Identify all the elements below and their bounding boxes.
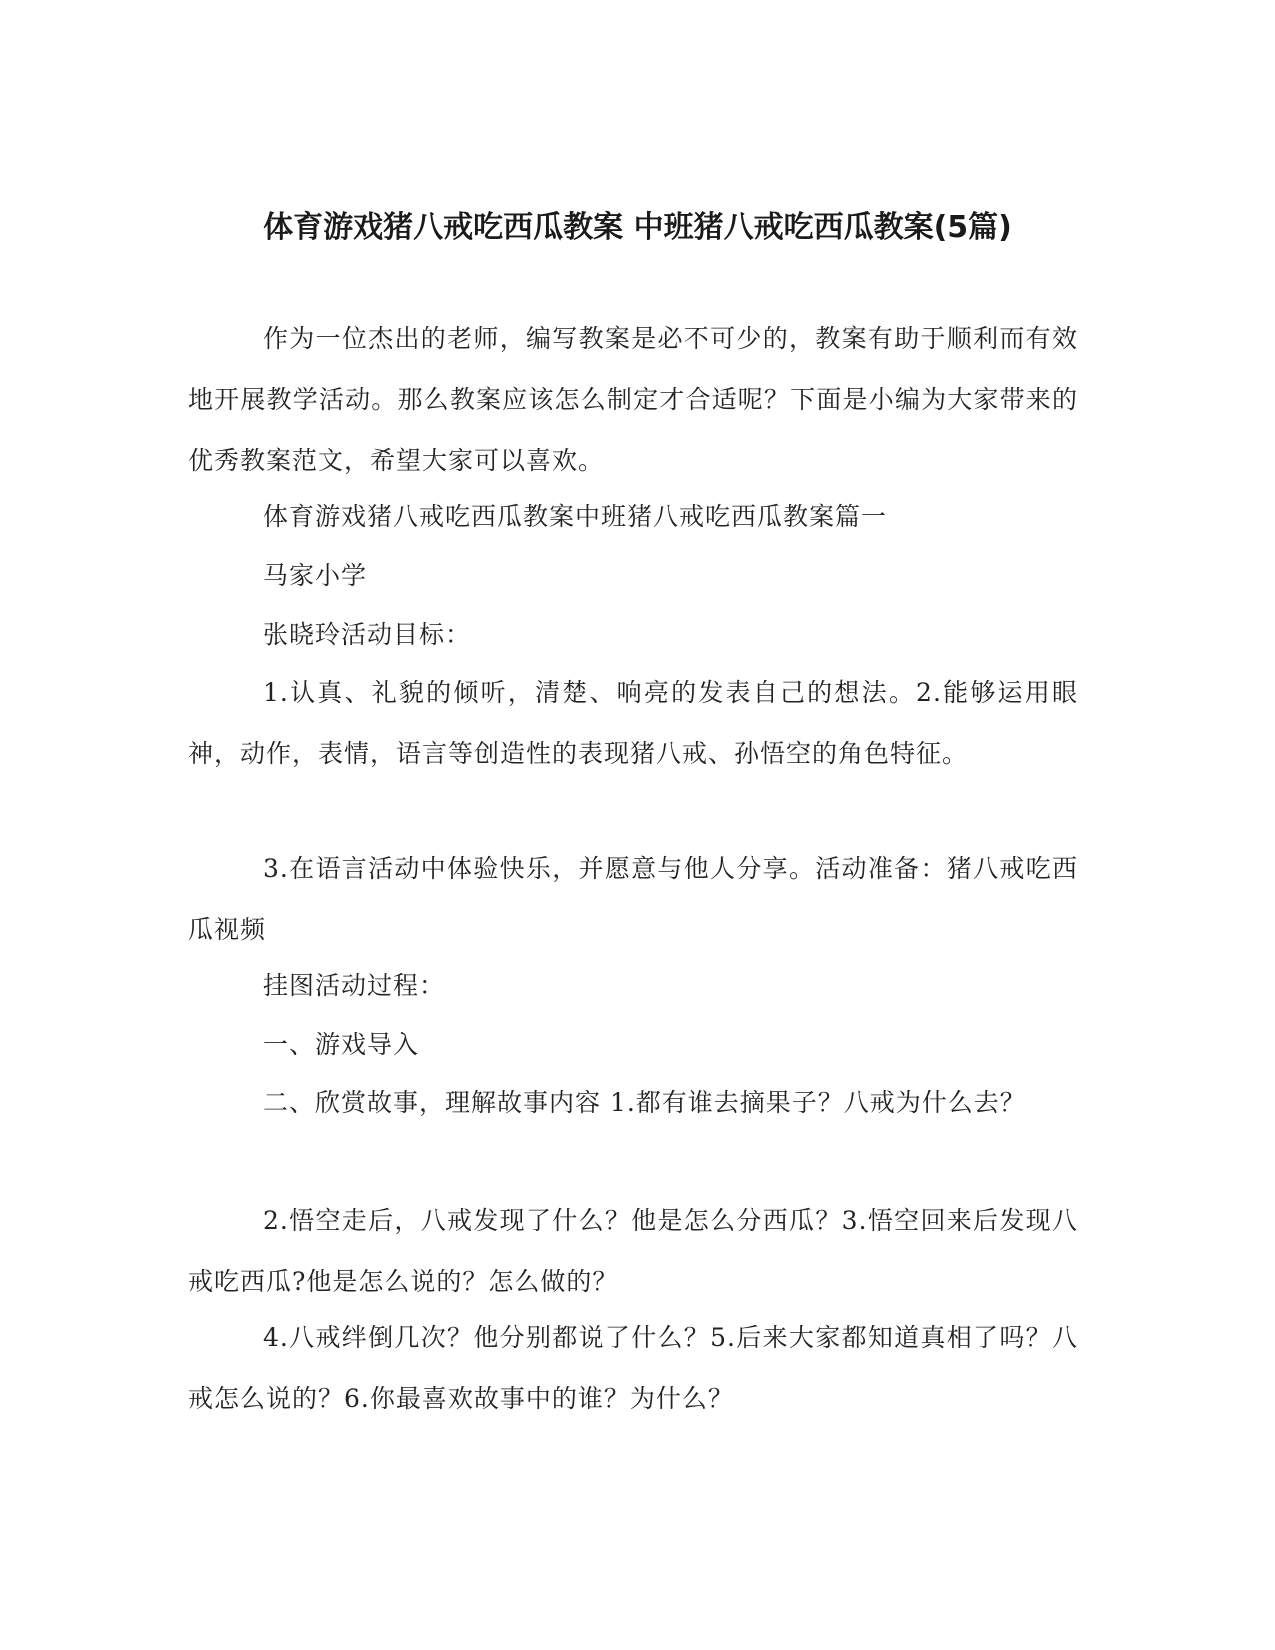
author-and-goals-label: 张晓玲活动目标：: [263, 620, 472, 649]
section-heading: 体育游戏猪八戒吃西瓜教案中班猪八戒吃西瓜教案篇一: [263, 502, 888, 531]
goal-paragraph-1-2: 1.认真、礼貌的倾听，清楚、响亮的发表自己的想法。2.能够运用眼神，动作，表情，语言等创造性的表现猪八戒、孙悟空的角色特征。: [188, 678, 1078, 768]
step-two: 二、欣赏故事，理解故事内容 1.都有谁去摘果子？八戒为什么去？: [263, 1088, 1026, 1117]
question-paragraph-4-6: 4.八戒绊倒几次？他分别都说了什么？5.后来大家都知道真相了吗？八戒怎么说的？6.你最喜欢故事中的谁？为什么？: [188, 1323, 1078, 1413]
intro-paragraph: 作为一位杰出的老师，编写教案是必不可少的，教案有助于顺利而有效地开展教学活动。那么教案应该怎么制定才合适呢？下面是小编为大家带来的优秀教案范文，希望大家可以喜欢。: [188, 324, 1078, 475]
school-name: 马家小学: [263, 561, 368, 590]
goal-paragraph-3: 3.在语言活动中体验快乐，并愿意与他人分享。活动准备：猪八戒吃西瓜视频: [188, 854, 1078, 944]
question-paragraph-2-3: 2.悟空走后，八戒发现了什么？他是怎么分西瓜？3.悟空回来后发现八戒吃西瓜?他是怎么说的？怎么做的？: [188, 1206, 1078, 1296]
document-title: 体育游戏猪八戒吃西瓜教案 中班猪八戒吃西瓜教案(5篇): [263, 210, 1012, 245]
process-label: 挂图活动过程：: [263, 971, 446, 1000]
step-one: 一、游戏导入: [263, 1030, 420, 1059]
